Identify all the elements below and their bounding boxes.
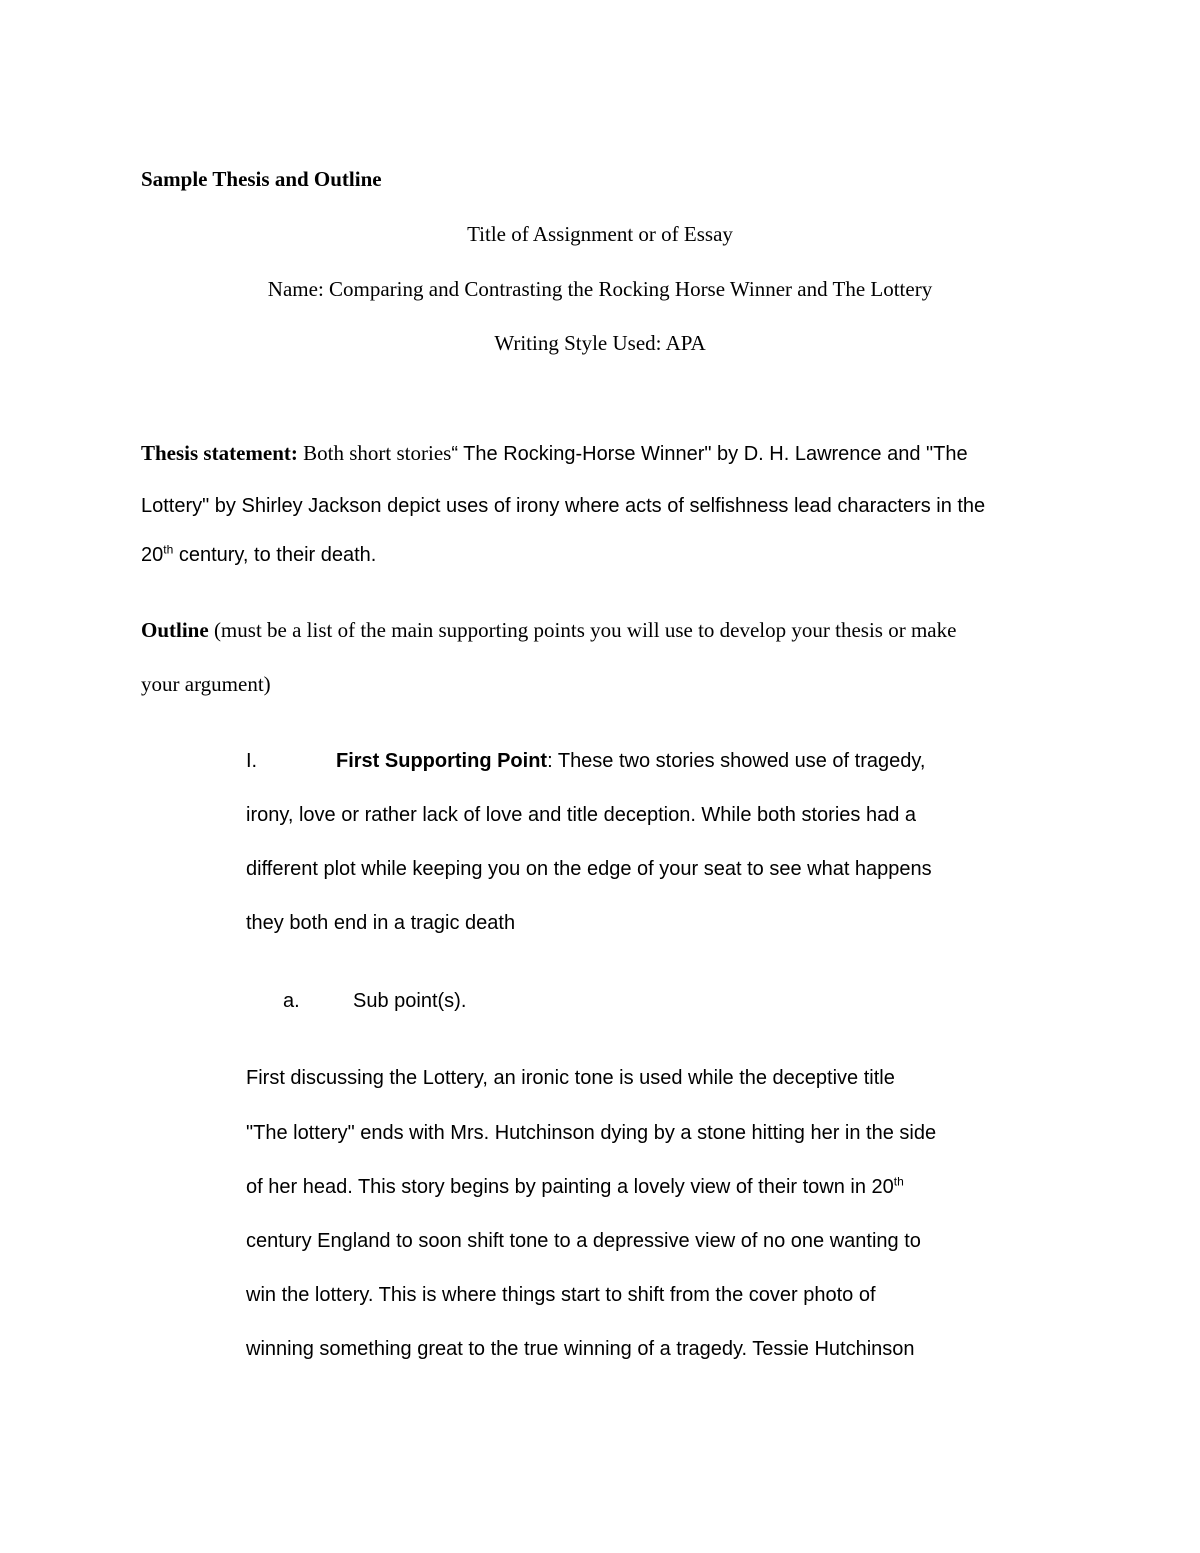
outline-label: Outline bbox=[141, 618, 209, 642]
body-line-3: of her head. This story begins by painting a lovely view of their town in 20th bbox=[246, 1174, 904, 1198]
point-label: First Supporting Point bbox=[336, 750, 548, 772]
body-line-1: First discussing the Lottery, an ironic tone is used while the deceptive title bbox=[246, 1067, 895, 1089]
document-heading: Sample Thesis and Outline bbox=[141, 167, 382, 191]
thesis-line-1: Thesis statement: Both short stories“ The Rocking-Horse Winner" by D. H. Lawrence and "The bbox=[141, 441, 968, 465]
point-numeral: I. bbox=[246, 750, 258, 772]
essay-name: Name: Comparing and Contrasting the Rocking Horse Winner and The Lottery bbox=[267, 277, 933, 301]
point-line-2: irony, love or rather lack of love and title deception. While both stories had a bbox=[246, 804, 916, 826]
body-line-4: century England to soon shift tone to a depressive view of no one wanting to bbox=[246, 1230, 921, 1252]
outline-line-2: your argument) bbox=[141, 672, 271, 696]
thesis-line-3: 20th century, to their death. bbox=[141, 542, 377, 566]
point-line-1: First Supporting Point: These two stories showed use of tragedy, bbox=[336, 750, 926, 772]
point-line-4: they both end in a tragic death bbox=[246, 912, 516, 934]
body-line-2: "The lottery" ends with Mrs. Hutchinson dying by a stone hitting her in the side bbox=[246, 1122, 937, 1144]
point-line-3: different plot while keeping you on the edge of your seat to see what happens bbox=[246, 858, 932, 880]
subpoint-letter: a. bbox=[283, 990, 300, 1012]
body-line-6: winning something great to the true winning of a tragedy. Tessie Hutchinson bbox=[246, 1338, 915, 1360]
outline-line-1: Outline (must be a list of the main supporting points you will use to develop your thesis or make bbox=[141, 618, 957, 642]
subpoint-label: Sub point(s). bbox=[353, 990, 467, 1012]
thesis-line-2: Lottery" by Shirley Jackson depict uses of irony where acts of selfishness lead characters in the bbox=[141, 495, 986, 517]
thesis-label: Thesis statement: bbox=[141, 441, 298, 465]
writing-style: Writing Style Used: APA bbox=[494, 331, 706, 355]
assignment-title: Title of Assignment or of Essay bbox=[467, 222, 733, 246]
body-line-5: win the lottery. This is where things start to shift from the cover photo of bbox=[246, 1284, 876, 1306]
